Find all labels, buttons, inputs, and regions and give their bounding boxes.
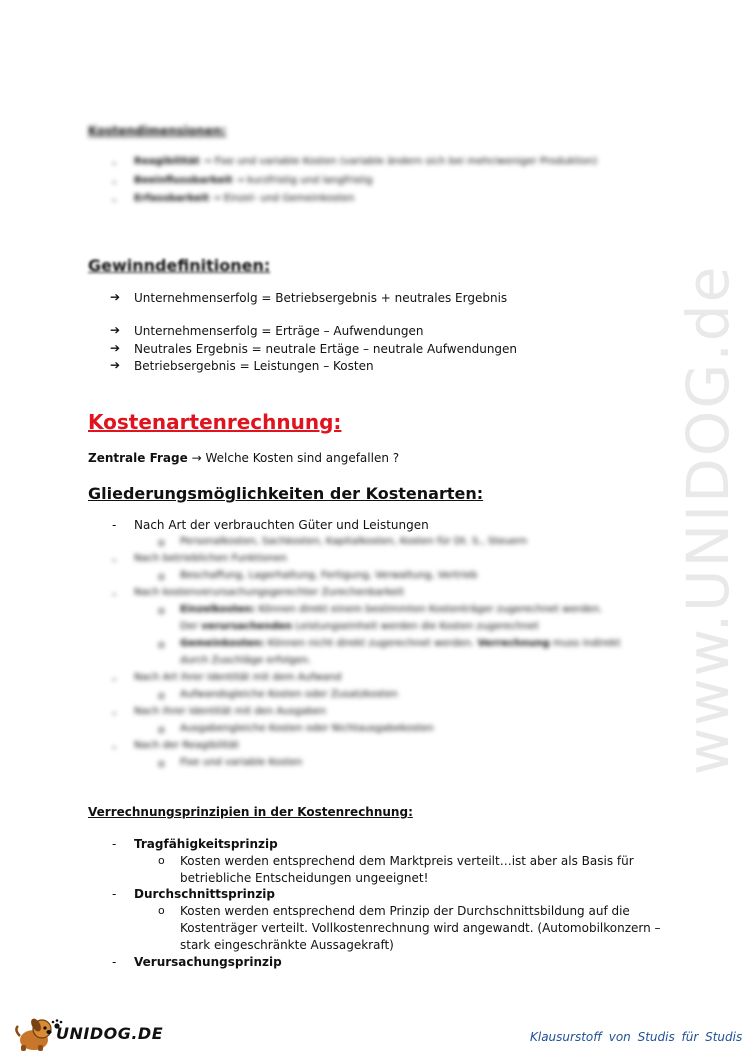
list-item: Erfassbarkeit → Einzel- und Gemeinkosten (134, 193, 355, 204)
principle-title: Durchschnittsprinzip (134, 887, 275, 901)
gliederung-heading: Gliederungsmöglichkeiten der Kostenarten: (88, 484, 484, 503)
arrow-icon: → (191, 451, 202, 465)
gewinndefinitionen-heading: Gewinndefinitionen: (88, 256, 271, 275)
list-bullet: - (112, 706, 117, 720)
sub-bullet: o (158, 723, 165, 736)
sub-item: Aufwandsgleiche Kosten oder Zusatzkosten (180, 689, 398, 700)
sub-item: Ausgabengleiche Kosten oder Nichtausgabekosten (180, 723, 434, 734)
footer-tagline: Klausurstoff von Studis für Studis (530, 1030, 743, 1044)
gewinn-line: Unternehmenserfolg = Erträge – Aufwendungen (134, 324, 424, 338)
list-item: Nach kostenverursachungsgerechter Zurechenbarkeit (134, 587, 405, 598)
list-item: Reagibilität → Fixe und variable Kosten (variable ändern sich bei mehr/weniger Produktion) (134, 156, 598, 167)
principle-text: Kostenträger verteilt. Vollkostenrechnung wird angewandt. (Automobilkonzern – (180, 921, 661, 935)
list-item: Beeinflussbarkeit → kurzfristig und langfristig (134, 175, 373, 186)
list-item: Nach Art ihrer Identität mit dem Aufwand (134, 672, 342, 683)
kostendimensionen-heading: Kostendimensionen: (88, 124, 227, 138)
gewinn-line: Betriebsergebnis = Leistungen – Kosten (134, 359, 374, 373)
principle-text: Kosten werden entsprechend dem Prinzip der Durchschnittsbildung auf die (180, 904, 630, 918)
zentrale-frage (88, 451, 399, 465)
dog-mascot-icon (16, 1017, 51, 1051)
verrechnung-heading: Verrechnungsprinzipien in der Kostenrechnung: (88, 805, 413, 819)
list-bullet: - (112, 740, 117, 754)
watermark: www.UNIDOG.de (674, 264, 742, 776)
sub-bullet: o (158, 854, 165, 867)
list-bullet: - (112, 156, 117, 170)
principle-text: stark eingeschränkte Aussagekraft) (180, 938, 394, 952)
list-bullet: - (112, 175, 117, 189)
list-item: Nach Art der verbrauchten Güter und Leistungen (134, 518, 429, 532)
sub-bullet: o (158, 536, 165, 549)
sub-item-continuation: Der verursachenden Leistungseinheit werden die Kosten zugerechnet (180, 621, 539, 632)
list-bullet: - (112, 193, 117, 207)
sub-bullet: o (158, 604, 165, 617)
list-item: Nach ihrer Identität mit den Ausgaben (134, 706, 327, 717)
sub-item-continuation: durch Zuschläge erfolgen. (180, 655, 312, 666)
sub-item: Beschaffung, Lagerhaltung, Fertigung, Verwaltung, Vertrieb (180, 570, 478, 581)
sub-bullet: o (158, 904, 165, 917)
list-bullet: - (112, 518, 117, 532)
gewinn-line: Neutrales Ergebnis = neutrale Ertäge – neutrale Aufwendungen (134, 342, 518, 356)
list-item: Nach der Reagibilität (134, 740, 239, 751)
sub-item: Fixe und variable Kosten (180, 757, 303, 768)
list-bullet: - (112, 837, 117, 851)
arrow-icon: ➔ (110, 323, 121, 337)
principle-title: Verursachungsprinzip (134, 955, 282, 969)
principle-text: betriebliche Entscheidungen ungeeignet! (180, 871, 429, 885)
arrow-icon: ➔ (110, 358, 121, 372)
sub-bullet: o (158, 570, 165, 583)
zentrale-frage-label: Zentrale Frage (88, 451, 188, 465)
list-bullet: - (112, 672, 117, 686)
principle-title: Tragfähigkeitsprinzip (134, 837, 278, 851)
list-bullet: - (112, 955, 117, 969)
arrow-icon: ➔ (110, 341, 121, 355)
arrow-icon: ➔ (110, 290, 121, 304)
sub-bullet: o (158, 757, 165, 770)
list-item: Nach betrieblichen Funktionen (134, 553, 287, 564)
sub-item: Einzelkosten: Können direkt einem bestimmten Kostenträger zugerechnet werden. (180, 604, 603, 615)
zentrale-frage-text: Welche Kosten sind angefallen ? (205, 451, 400, 465)
logo-text: UNIDOG.DE (56, 1024, 164, 1043)
list-bullet: - (112, 553, 117, 567)
principle-text: Kosten werden entsprechend dem Marktpreis verteilt…ist aber als Basis für (180, 854, 634, 868)
sub-bullet: o (158, 638, 165, 651)
list-bullet: - (112, 587, 117, 601)
gewinn-line: Unternehmenserfolg = Betriebsergebnis + neutrales Ergebnis (134, 291, 508, 305)
sub-item: Gemeinkosten: Können nicht direkt zugerechnet werden. Verrechnung muss indirekt (180, 638, 621, 649)
kostenartenrechnung-heading: Kostenartenrechnung: (88, 410, 342, 434)
sub-bullet: o (158, 689, 165, 702)
sub-item: Personalkosten, Sachkosten, Kapitalkosten, Kosten für Dt. S., Steuern (180, 536, 528, 547)
list-bullet: - (112, 887, 117, 901)
